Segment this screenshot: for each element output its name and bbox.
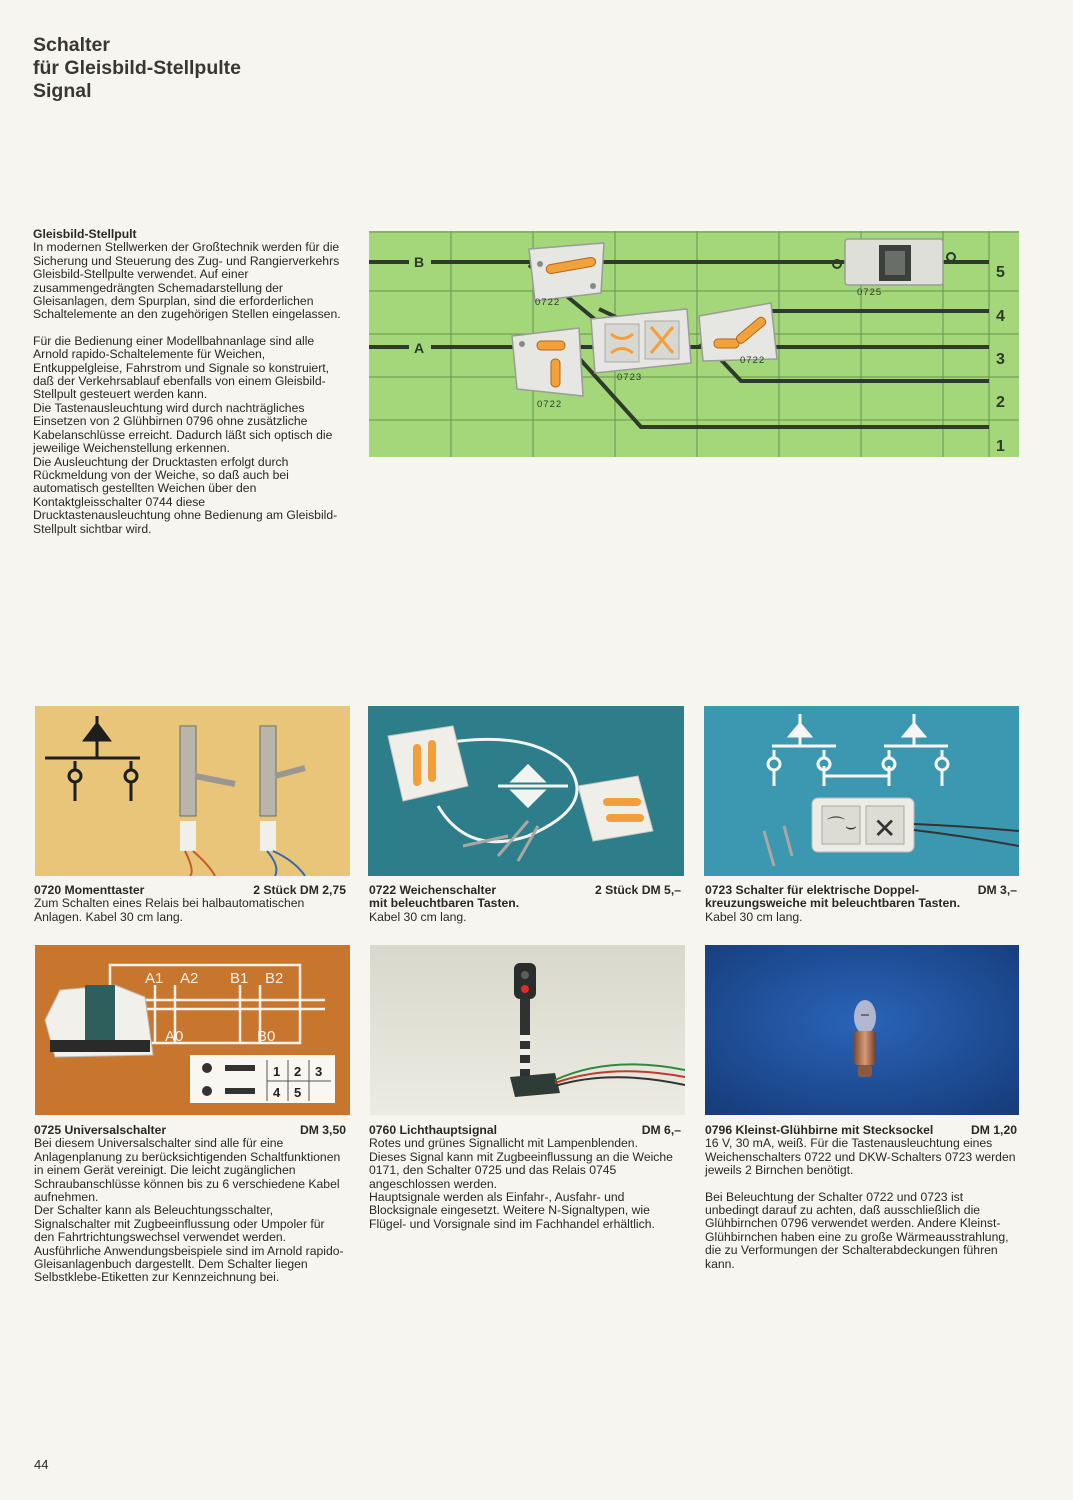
label-number-5: 5 bbox=[294, 1085, 302, 1100]
title-line-2: für Gleisbild-Stellpulte bbox=[33, 57, 242, 79]
label-number-3: 3 bbox=[315, 1064, 323, 1079]
photo-0796 bbox=[705, 945, 1019, 1115]
caption-0725 bbox=[34, 1124, 346, 1285]
switch-0723 bbox=[591, 309, 691, 373]
intro-paragraph-4: Die Ausleuchtung der Drucktasten erfolgt durch Rückmeldung von der Weiche, so daß auch bei automatisch gestellten Weichen über den Kontaktgleisschalter 0744 diese Drucktastenausleuchtung ohne Bedienung am Gleisbild-Stellpult sichtbar wird. bbox=[33, 454, 338, 536]
product-title-cont: kreuzungsweiche mit beleuchtbaren Tasten. bbox=[705, 896, 961, 911]
switch-0722-upper bbox=[529, 243, 604, 301]
product-title: 0760 Lichthauptsignal bbox=[369, 1123, 497, 1137]
track-number-1: 1 bbox=[996, 438, 1005, 455]
part-label-0722-right: 0722 bbox=[740, 355, 766, 366]
caption-0760 bbox=[369, 1124, 681, 1231]
track-label-b: B bbox=[414, 254, 425, 270]
page-number: 44 bbox=[34, 1457, 49, 1472]
photo-0723 bbox=[704, 706, 1019, 876]
intro-text bbox=[33, 228, 345, 536]
product-price: 2 Stück DM 2,75 bbox=[253, 883, 346, 897]
caption-0723 bbox=[705, 884, 1017, 924]
label-b2: B2 bbox=[265, 970, 284, 987]
product-title: 0725 Universalschalter bbox=[34, 1123, 167, 1137]
label-a0: A0 bbox=[165, 1028, 184, 1045]
stellpult-diagram bbox=[369, 231, 1019, 457]
track-number-5: 5 bbox=[996, 264, 1005, 281]
switch-0722-lower bbox=[512, 328, 583, 396]
page-title bbox=[33, 34, 241, 103]
caption-0722 bbox=[369, 884, 681, 924]
intro-heading: Gleisbild-Stellpult bbox=[33, 227, 137, 241]
product-text: Kabel 30 cm lang. bbox=[705, 909, 803, 924]
product-price: DM 3,– bbox=[977, 883, 1017, 897]
symbol-curves: ⌒⌣ bbox=[827, 816, 857, 837]
product-text: Der Schalter kann als Beleuchtungsschalter, Signalschalter mit Zugbeeinflussung oder Umpoler für den Fahrtrichtungswechsel verwendet werden. Ausführliche Anwendungsbeispiele sind im Arnold rapido-Gleisanlagenbuch dargestellt. Dem Schalter liegen Selbstklebe-Etiketten zur Kennzeichnung bei. bbox=[34, 1203, 344, 1285]
intro-paragraph-1: In modernen Stellwerken der Großtechnik werden für die Sicherung und Steuerung des Zug- und Rangierverkehrs Gleisbild-Stellpulte verwendet. Auf einer zusammengedrängten Schemadarstellung der Gleisanlagen, dem Spurplan, sind die erforderlichen Schaltelemente an den zugehörigen Stellen eingelassen. bbox=[33, 240, 341, 322]
product-title: 0723 Schalter für elektrische Doppel- bbox=[705, 883, 920, 897]
track-label-a: A bbox=[414, 340, 425, 356]
photo-0722 bbox=[368, 706, 684, 876]
product-text: 16 V, 30 mA, weiß. Für die Tastenausleuchtung eines Weichenschalters 0722 und DKW-Schalters 0723 werden jeweils 2 Birnchen benötigt. bbox=[705, 1136, 1016, 1178]
label-b0: B0 bbox=[257, 1028, 276, 1045]
part-label-0722-lower: 0722 bbox=[537, 399, 563, 410]
stellpult-svg bbox=[369, 231, 1019, 457]
label-number-2: 2 bbox=[294, 1064, 302, 1079]
label-number-1: 1 bbox=[273, 1064, 281, 1079]
title-line-1: Schalter bbox=[33, 34, 110, 56]
product-price: DM 6,– bbox=[641, 1123, 681, 1137]
photo-0725 bbox=[35, 945, 350, 1115]
label-a1: A1 bbox=[145, 970, 164, 987]
intro-paragraph-3: Die Tastenausleuchtung wird durch nachträgliches Einsetzen von 2 Glühbirnen 0796 ohne zusätzliche Kabelanschlüsse erreicht. Dadurch läßt sich optisch die jeweilige Weichenstellung erkennen. bbox=[33, 400, 333, 456]
photo-0760 bbox=[370, 945, 685, 1115]
product-title: 0720 Momenttaster bbox=[34, 883, 145, 897]
product-text: Rotes und grünes Signallicht mit Lampenblenden. bbox=[369, 1136, 638, 1151]
product-text: Bei Beleuchtung der Schalter 0722 und 0723 ist unbedingt darauf zu achten, daß ausschließlich die Glühbirnchen 0796 verwendet werden. Andere Kleinst-Glühbirnchen haben eine zu große Wärmeausstrahlung, die zu Verformungen der Schalterabdeckungen führen kann. bbox=[705, 1189, 1009, 1271]
product-price: DM 1,20 bbox=[970, 1123, 1017, 1137]
photo-0720 bbox=[35, 706, 350, 876]
track-number-2: 2 bbox=[996, 394, 1005, 411]
caption-0796 bbox=[705, 1124, 1017, 1271]
product-title: 0722 Weichenschalter bbox=[369, 883, 497, 897]
label-a2: A2 bbox=[180, 970, 199, 987]
product-text: Zum Schalten eines Relais bei halbautomatischen Anlagen. Kabel 30 cm lang. bbox=[34, 896, 305, 924]
part-label-0723: 0723 bbox=[617, 372, 643, 383]
label-b1: B1 bbox=[230, 970, 249, 987]
part-label-0725: 0725 bbox=[857, 287, 883, 298]
caption-0720 bbox=[34, 884, 346, 924]
product-text: Hauptsignale werden als Einfahr-, Ausfahr- und Blocksignale eingesetzt. Weitere N-Signaltypen, wie Flügel- und Vorsignale sind im Fachhandel erhältlich. bbox=[369, 1190, 655, 1231]
product-title-cont: mit beleuchtbaren Tasten. bbox=[369, 896, 520, 911]
track-number-4: 4 bbox=[996, 308, 1005, 325]
switch-0725 bbox=[833, 239, 955, 285]
label-number-4: 4 bbox=[273, 1085, 281, 1100]
product-text: Bei diesem Universalschalter sind alle für eine Anlagenplanung zu berücksichtigenden Schaltfunktionen in einem Gerät vereinigt. Die leicht zugänglichen Schraubanschlüsse können bis zu 6 verschiedene Kabel aufnehmen. bbox=[34, 1136, 341, 1205]
product-price: DM 3,50 bbox=[299, 1123, 346, 1137]
switch-0722-right bbox=[699, 303, 777, 361]
symbol-cross: ✕ bbox=[873, 812, 897, 845]
track-number-3: 3 bbox=[996, 351, 1005, 368]
title-line-3: Signal bbox=[33, 80, 92, 102]
product-price: 2 Stück DM 5,– bbox=[594, 883, 681, 897]
product-text: Dieses Signal kann mit Zugbeeinflussung an die Weiche 0171, den Schalter 0725 und das Relais 0745 angeschlossen werden. bbox=[369, 1149, 673, 1191]
product-title: 0796 Kleinst-Glühbirne mit Stecksockel bbox=[705, 1123, 934, 1137]
product-text: Kabel 30 cm lang. bbox=[369, 909, 467, 924]
intro-paragraph-2: Für die Bedienung einer Modellbahnanlage sind alle Arnold rapido-Schaltelemente für Weichen, Entkuppelgleise, Fahrstrom und Signale so konstruiert, daß der Verkehrsablauf ebenfalls von einem Gleisbild-Stellpult gesteuert werden kann. bbox=[33, 333, 330, 402]
part-label-0722-upper: 0722 bbox=[535, 297, 561, 308]
